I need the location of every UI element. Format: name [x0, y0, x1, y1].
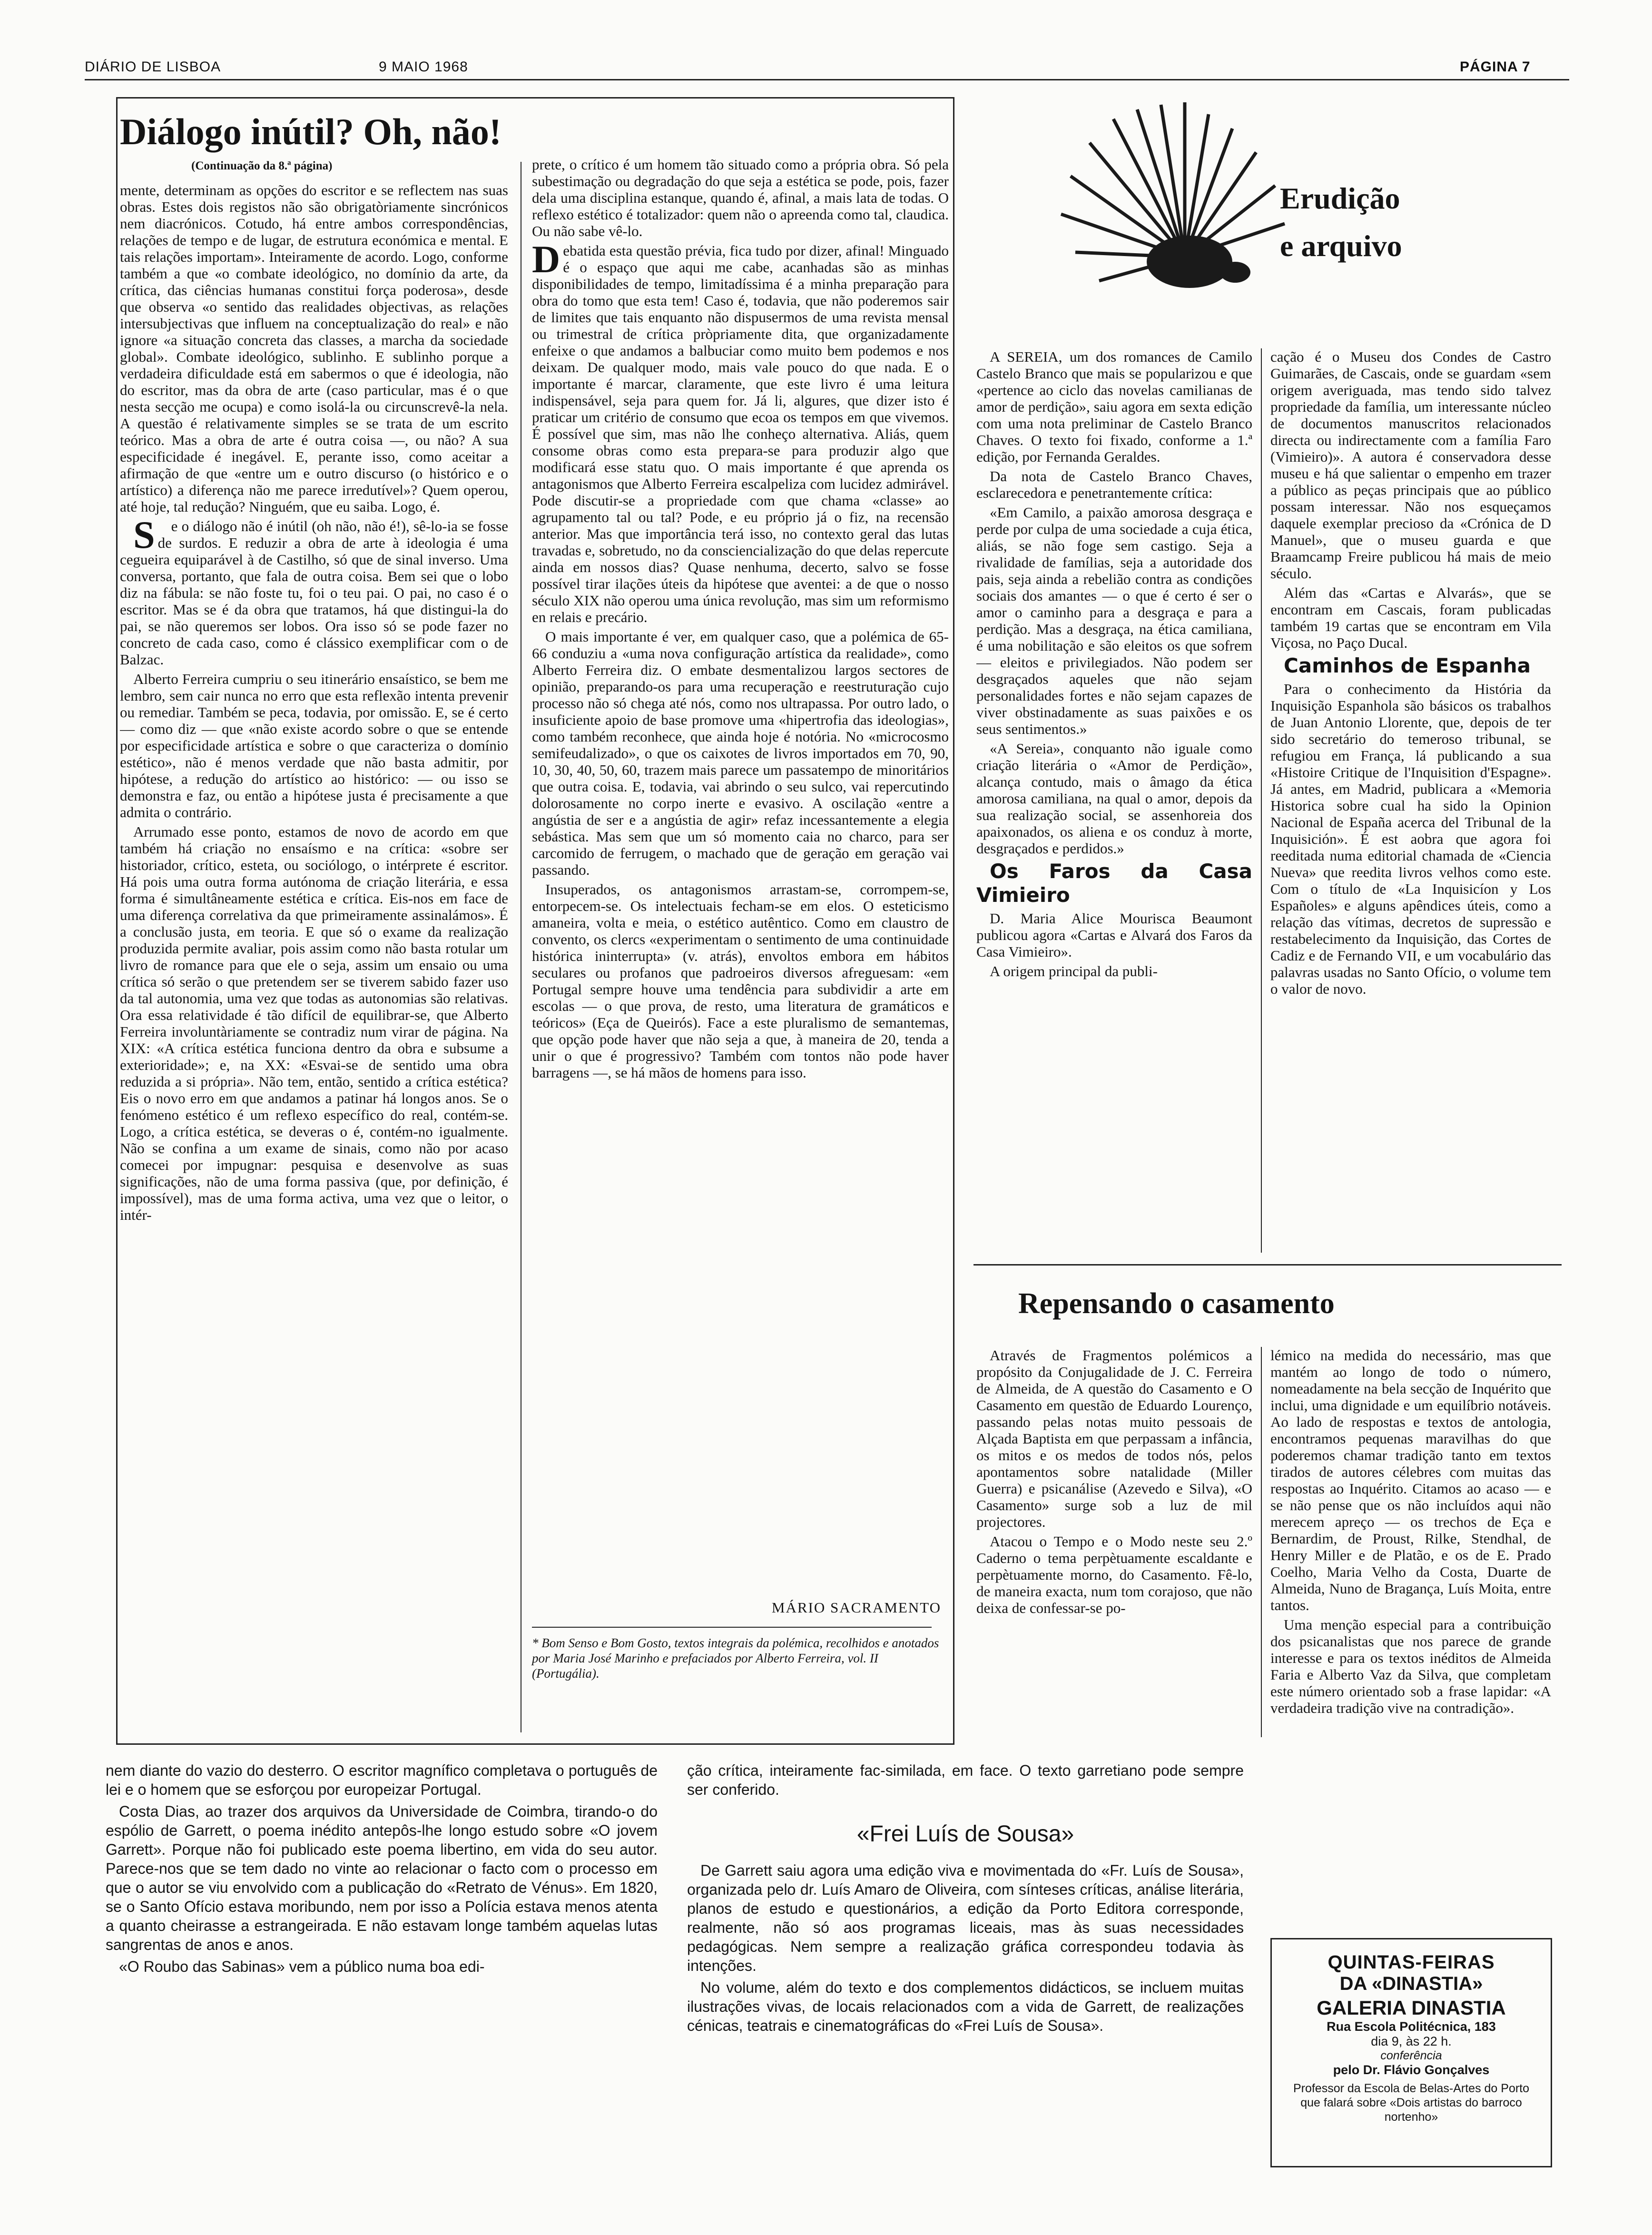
erudicao-subheading-faros: Os Faros da Casa Vimieiro: [976, 860, 1252, 907]
erudicao-paragraph: Para o conhecimento da História da Inquisição Espanhola são básicos os trabalhos de Juan Antonio Llorente, que, depois de ter sido secretário do temeroso tribunal, se refugiou em França, lá publicando a sua «Histoire Critique de l'Inquisition d'Espagne». Já antes, em Madrid, publicara a «Memoria Historica sobre cual ha sido la Opinion Nacional de España acerca del Tribunal de la Inquisición». É est aobra que agora foi reeditada numa editorial chamada de «Ciencia Nueva» que reedita livros velhos como este. Com o título de «La Inquisicíon y Los Españoles» e alguns apêndices úteis, como a relação das vítimas, decretos de supressão e restabelecimento da Inquisição, das Cortes de Cadiz e de Fernando VII, e um vocabulário das palavras usadas no Santo Ofício, o volume tem o valor de novo.: [1270, 681, 1551, 997]
ad-line-description: Professor da Escola de Belas-Artes do Porto que falará sobre «Dois artistas do barroco nortenho»: [1293, 2082, 1530, 2124]
ad-line-conferencia: conferência: [1380, 2049, 1442, 2062]
repensando-paragraph: Através de Fragmentos polémicos a propósito da Conjugalidade de J. C. Ferreira de Almeida, de A questão do Casamento e O Casamento em questão de Eduardo Lourenço, passando pelas notas muito pessoais de Alçada Baptista em que perpassam a infância, os mitos e os medos de todos nós, pelos apontamentos sobre natalidade (Miller Guerra) e psicanálise (Azevedo e Silva), «O Casamento» surge sob a luz de mil projectores.: [976, 1347, 1252, 1530]
masthead-date: 9 MAIO 1968: [379, 59, 468, 75]
ad-line-dinastia: DA «DINASTIA»: [1339, 1973, 1483, 1994]
ad-line-quintas: QUINTAS-FEIRAS: [1328, 1952, 1495, 1973]
dialogo-signature: MÁRIO SACRAMENTO: [771, 1599, 941, 1616]
dialogo-paragraph: prete, o crítico é um homem tão situado como a própria obra. Só pela subestimação ou degradação do que seja a estética se pode, pois, fazer dela uma disciplina estanque, quando é, afinal, a mais lata de todas. O reflexo estético é totalizador: quem não o apreenda como tal, claudica. Ou não sabe vê-lo.: [532, 156, 949, 239]
repensando-title: Repensando o casamento: [1018, 1287, 1335, 1320]
erudicao-paragraph: A origem principal da publi-: [990, 963, 1158, 979]
garrett-paragraph: Costa Dias, ao trazer dos arquivos da Universidade de Coimbra, tirando-o do espólio de Garrett, o poema inédito antepôs-lhe longo estudo sobre «O jovem Garrett». Porque não foi publicado este poema libertino, em vida do seu autor. Parece-nos que se tem dado no vinte ao relacionar o facto com o processo em que o autor se viu envolvido com a publicação do «Retrato de Vénus». Em 1820, se o Santo Ofício estava moribundo, nem por isso a Polícia estava menos atenta a quanto cheirasse a estrangeirada. E não estavam longe também aquelas lutas sangrentas de anos e anos.: [106, 1803, 658, 1953]
erudicao-column-2: [1270, 348, 1551, 1256]
erudicao-subheading-caminhos: Caminhos de Espanha: [1284, 654, 1531, 677]
erudicao-bottom-rule: [974, 1264, 1562, 1266]
erudicao-paragraph: A SEREIA, um dos romances de Camilo Castelo Branco que mais se popularizou e que «pertence ao ciclo das novelas camilianas de amor de perdição», saiu agora em sexta edição com uma nota preliminar de Castelo Branco Chaves. O texto foi fixado, conforme a 1.ª edição, por Fernanda Geraldes.: [976, 348, 1252, 465]
garrett-subtitle: «Frei Luís de Sousa»: [856, 1821, 1074, 1847]
repensando-column-2: [1270, 1347, 1551, 1904]
garrett-column-2: [687, 1761, 1244, 2094]
erudicao-paragraph: Além das «Cartas e Alvarás», que se encontram em Cascais, foram publicadas também 19 cartas que se encontram em Vila Viçosa, no Paço Ducal.: [1270, 584, 1551, 651]
garrett-paragraph: De Garrett saiu agora uma edição viva e movimentada do «Fr. Luís de Sousa», organizada pelo dr. Luís Amaro de Oliveira, com sínteses críticas, análise literária, planos de estudo e questionários, a edição da Porto Editora corresponde, realmente, não só aos programas liceais, mas às suas necessidades pedagógicas. Nem sempre a realização gráfica correspondeu todavia às intenções.: [687, 1862, 1244, 1974]
erudicao-paragraph: D. Maria Alice Mourisca Beaumont publicou agora «Cartas e Alvará dos Faros da Casa Vimieiro».: [976, 910, 1252, 960]
garrett-paragraph: «O Roubo das Sabinas» vem a público numa boa edi-: [119, 1958, 485, 1975]
repensando-paragraph: Atacou o Tempo e o Modo neste seu 2.º Caderno o tema perpètuamente escaldante e perpètuamente morno, do Casamento. Fê-lo, de maneira exacta, num tom corajoso, que não deixa de confessar-se po-: [976, 1533, 1252, 1616]
garrett-paragraph: nem diante do vazio do desterro. O escritor magnífico completava o português de lei e o homem que se esforçou por europeizar Portugal.: [106, 1762, 658, 1798]
garrett-column-1: [106, 1761, 658, 2066]
ad-line-address: Rua Escola Politécnica, 183: [1327, 2019, 1496, 2034]
dinastia-advertisement: [1270, 1938, 1552, 2167]
erudicao-paragraph: «A Sereia», conquanto não iguale como criação literária o «Amor de Perdição», alcança contudo, mais o âmago da ética amorosa camiliana, na qual o amor, depois da sua realização social, se assenhoreia dos apaixonados, os aliena e os conduz à morte, desgraçados e perdidos.»: [976, 740, 1252, 857]
masthead-paper-name: DIÁRIO DE LISBOA: [85, 59, 221, 75]
dialogo-paragraph: Alberto Ferreira cumpriu o seu itinerário ensaístico, se bem me lembro, sem cair nunca no erro que esta reflexão intenta prevenir ou remediar. Também se peca, todavia, por omissão. E, se é certo — como diz — que «não existe acordo sobre o que se entende por especificidade artística e sobre o que caracteriza o domínio estético», não é menos verdade que não basta admitir, por hipótese, a redução do artístico ao histórico: — ou isso se demonstra e faz, ou então a hipótese justa é precisamente a que admita o contrário.: [120, 671, 508, 821]
dialogo-column-2: [532, 156, 949, 1593]
dialogo-footnote: * Bom Senso e Bom Gosto, textos integrais da polémica, recolhidos e anotados por Maria José Marinho e prefaciados por Alberto Ferreira, vol. II (Portugália).: [532, 1636, 939, 1681]
erudicao-title-line-1: Erudição: [1280, 181, 1400, 215]
dialogo-column-1: [120, 182, 508, 1734]
repensando-paragraph: Uma menção especial para a contribuição dos psicanalistas que nos parece de grande interesse e para os textos inéditos de Almeida Faria e Alberto Vaz da Silva, que completam este número orientado sob a frase lapidar: «A verdadeira tradição vive na contradição».: [1270, 1616, 1551, 1716]
porcupine-illustration: [1047, 100, 1313, 300]
masthead-page-number: PÁGINA 7: [1460, 59, 1531, 75]
repensando-paragraph: lémico na medida do necessário, mas que mantém ao longo de todo o número, nomeadamente na bela secção de Inquérito que inclui, uma dignidade e um equilíbrio notáveis. Ao lado de respostas e textos de antologia, encontramos pequenas maravilhas do que poderemos chamar tradição tanto em textos tirados de autores célebres com muitas das respostas ao Inquérito. Citamos ao acaso — e se não pense que os não incluídos aqui não merecem apreço — os trechos de Eça e Bernardim, de Proust, Rilke, Stendhal, de Henry Miller e de Platão, e os de E. Prado Coelho, Maria Velho da Costa, Duarte de Almeida, Nuno de Bragança, Luís Moita, entre tantos.: [1270, 1347, 1551, 1613]
erudicao-paragraph: Da nota de Castelo Branco Chaves, esclarecedora e penetrantemente crítica:: [976, 468, 1252, 501]
ad-line-speaker: pelo Dr. Flávio Gonçalves: [1333, 2063, 1490, 2077]
repensando-column-1: [976, 1347, 1252, 1747]
dialogo-paragraph: O mais importante é ver, em qualquer caso, que a polémica de 65-66 conduziu a «uma nova configuração artística da realidade», como Alberto Ferreira diz. O embate desmentalizou largos sectores de opinião, preparando-os para uma recuperação e reestruturação cujo processo não só chega até nós, como nos ultrapassa. Por outro lado, o insuficiente apoio de base promove uma «hipertrofia das ideologias», como também reconhece, que ainda hoje é notória. No «microcosmo semifeudalizado», o que os caixotes de livros importados em 70, 90, 10, 30, 40, 50, 60, trazem mais parece um passatempo de minoritários que outra coisa. E, todavia, vai abrindo o seu sulco, vai repercutindo dolorosamente no corpo inerte e evasivo. A oscilação «entre a angústia de ser e a angústia de agir» refaz incessantemente a elegia sebástica. Mas sem que um só momento caia no charco, para ser carcomido de ferrugem, o machado que de geração em geração vai passando.: [532, 628, 949, 878]
ad-line-galeria: GALERIA DINASTIA: [1317, 1997, 1506, 2019]
dialogo-continuation: (Continuação da 8.ª página): [191, 159, 333, 172]
repensando-column-divider: [1261, 1347, 1262, 1737]
dialogo-paragraph: Arrumado esse ponto, estamos de novo de acordo em que também há criação no ensaísmo e na crítica: «sobre ser historiador, crítico, esteta, ou sociólogo, o intérprete é escritor. Há pois uma outra forma autónoma de criação literária, e essa forma é simultâneamente estética e crítica. Eis-nos em face de uma diferença correlativa da que primeiramente assinalámos». É a conclusão justa, em teoria. E que só o exame da realização produzida permite avaliar, pois assim como não basta rotular um livro de romance para que ele o seja, assim um ensaio ou uma crítica só serão o que pretendem ser se tiverem sabido fazer uso da tal autonomia, uma vez que todas as autonomias são relativas. Ora essa relatividade é tão difícil de equilibrar-se, que Alberto Ferreira involuntàriamente se contradiz num virar de página. Na XIX: «A crítica estética funciona dentro da obra e subsume a exterioridade»; e, na XX: «Esvai-se de sentido uma obra reduzida a si própria». Não tem, então, sentido a crítica estética? Eis o novo erro em que andamos a patinar há longos anos. Se o fenómeno estético é um reflexo específico do real, contém-se. Logo, a crítica estética, se deveras o é, contém-no igualmente. Não se confina a um exame de sinais, como não por acaso comecei por impugnar: pesquisa e desenvolve as suas significações, não de uma forma passiva (que, por definição, é impossível), mas de uma forma activa, uma vez que o leitor, o intér-: [120, 823, 508, 1223]
ad-line-date: dia 9, às 22 h.: [1371, 2034, 1452, 2048]
dialogo-paragraph: Debatida esta questão prévia, fica tudo por dizer, afinal! Minguado é o espaço que aqui me cabe, acanhadas são as minhas disponibilidades de tempo, limitadíssima é a minha preparação para obra do tomo que esta tem! Caso é, todavia, que não poderemos sair de limites que tais enquanto não dispusermos de uma revista mensal ou trimestral de crítica pròpriamente dita, que organizadamente enfeixe o que andamos a balbuciar como muito bem podemos e nos deixam. De qualquer modo, mais vale pouco do que nada. E o importante é marcar, claramente, que este livro é uma leitura indispensável, seja para quem for. Já li, algures, que dizer isto é praticar um critério de consumo que ecoa os tempos em que vivemos. É possível que sim, mas não lhe conheço alternativa. Aliás, quem consome obras como esta prepara-se para produzir algo que modificará esse statu quo. O mais importante é que aprenda os antagonismos que Alberto Ferreira escalpeliza com lucidez admirável. Pode discutir-se a propriedade com que chama «classe» ao agrupamento tal ou tal? Pode, e eu próprio já o fiz, na recensão anterior. Mas que importância terá isso, no contexto geral das lutas travadas e, sobretudo, no da consciencialização do que delas repercute ainda em nossos dias? Quase nenhuma, decerto, salvo se fosse possível tirar ilações úteis da hipótese que aventei: a de que o nosso século XIX não operou uma única revolução, mas sim um reformismo en relais e precário.: [532, 237, 949, 625]
erudicao-column-divider: [1261, 348, 1262, 1253]
masthead-rule: [85, 79, 1569, 80]
erudicao-paragraph: cação é o Museu dos Condes de Castro Guimarães, de Cascais, onde se guardam «sem origem averiguada, mas tendo sido talvez propriedade da família, um interessante núcleo de documentos manuscritos relacionados directa ou indirectamente com a família Faro (Vimieiro)». A autora é conservadora desse museu e há que salientar o empenho em trazer a público as peças principais que ao público possam interessar. Não nos esqueçamos daquele exemplar precioso da «Crónica de D Manuel», que o museu guarda e que Braamcamp Freire publicou há mais de meio século.: [1270, 348, 1551, 582]
erudicao-column-1: [976, 348, 1252, 1256]
garrett-paragraph: ção crítica, inteiramente fac-similada, em face. O texto garretiano pode sempre ser conferido.: [687, 1762, 1244, 1798]
dialogo-title: Diálogo inútil? Oh, não!: [120, 111, 502, 152]
erudicao-paragraph: «Em Camilo, a paixão amorosa desgraça e perde por culpa de uma sociedade a cuja ética, aliás, se não foge sem castigo. Seja a rivalidade de famílias, seja a autoridade dos pais, seja ainda a rebelião contra as condições sociais dos amantes — o que é certo é ser o amor o caminho para a desgraça e para a perdição. Mas a desgraça, na ética camiliana, é uma nobilitação e são eleitos os que sofrem — eleitos e privilegiados. Não podem ser desgraçados aqueles que não sejam personalidades fortes e não sejam capazes de viver obstinadamente as suas paixões e os seus sentimentos.»: [976, 504, 1252, 737]
dialogo-paragraph: Insuperados, os antagonismos arrastam-se, corrompem-se, entorpecem-se. Os intelectuais fecham-se em elos. O esteticismo amaneira, volta e meia, o estético autêntico. Como em claustro de convento, os clercs «experimentam o sentimento de uma continuidade histórica ininterrupta» (v. atrás), envoltos embora em hábitos seculares ou profanos que padroeiros diversos afreguesam: «em Portugal sempre houve uma tendência para subdividir a arte em escolas — o que prova, de resto, uma literatura de gramáticos e teóricos» (Eça de Queirós). Face a este pluralismo de semantemas, que opção pode haver que não seja a que, à maneira de 20, tenda a unir o que é progressivo? Também com tontos não pode haver barragens —, se há mãos de homens para isso.: [532, 881, 949, 1081]
garrett-paragraph: No volume, além do texto e dos complementos didácticos, se incluem muitas ilustrações vivas, de locais relacionados com a vida de Garrett, de realizações cénicas, teatrais e cinematográficas do «Frei Luís de Sousa».: [687, 1979, 1244, 2034]
erudicao-title-line-2: e arquivo: [1280, 229, 1402, 263]
dialogo-paragraph: mente, determinam as opções do escritor e se reflectem nas suas obras. Estes dois registos não são obrigatòriamente sincrónicos nem diacrónicos. Cotudo, há entre ambos correspondências, relações de tempo e de lugar, de estrutura económica e mental. E tais relações importam». Inteiramente de acordo. Logo, conforme também a que «o combate ideológico, no domínio da arte, da crítica, das ciências humanas constitui força poderosa», desde que observa «o sentido das realidades objectivas, as relações intersubjectivas que influem na conceptualização do real» e não ignore «a situação concreta das classes, a marcha da sociedade global». Combate ideológico, sublinho. E sublinho porque a verdadeira dificuldade está em sabermos o que é ideologia, não do escritor, mas da obra de arte (caso particular, mas é o que nesta secção me ocupa) e como isolá-la ou circunscrevê-la nela. A questão é relativamente simples se se trata de um escrito teórico. Mas a obra de arte é outra coisa —, ou não? A sua especificidade é inegável. E, perante isso, como aceitar a afirmação de que «entre um e outro discurso (o histórico e o artístico) a diferença não me parece irredutível»? Quem operou, até hoje, tal redução? Ninguém, que eu saiba. Logo, é.: [120, 182, 508, 515]
dialogo-footnote-rule: [532, 1627, 932, 1628]
dialogo-paragraph: Se o diálogo não é inútil (oh não, não é!), sê-lo-ia se fosse de surdos. E reduzir a obra de arte à ideologia é uma cegueira equiparável à de Castilho, só que de sinal inverso. Uma conversa, portanto, que fala de outra coisa. Bem sei que o lobo diz na fábula: se não foste tu, foi o teu pai. O pai, no caso é o escritor. Mas se é da obra que tratamos, há que distingui-la do pai, se não queremos ser lobos. Ora isso só se pode fazer no concreto de cada caso, como é clássico exemplificar com o de Balzac.: [120, 513, 508, 668]
